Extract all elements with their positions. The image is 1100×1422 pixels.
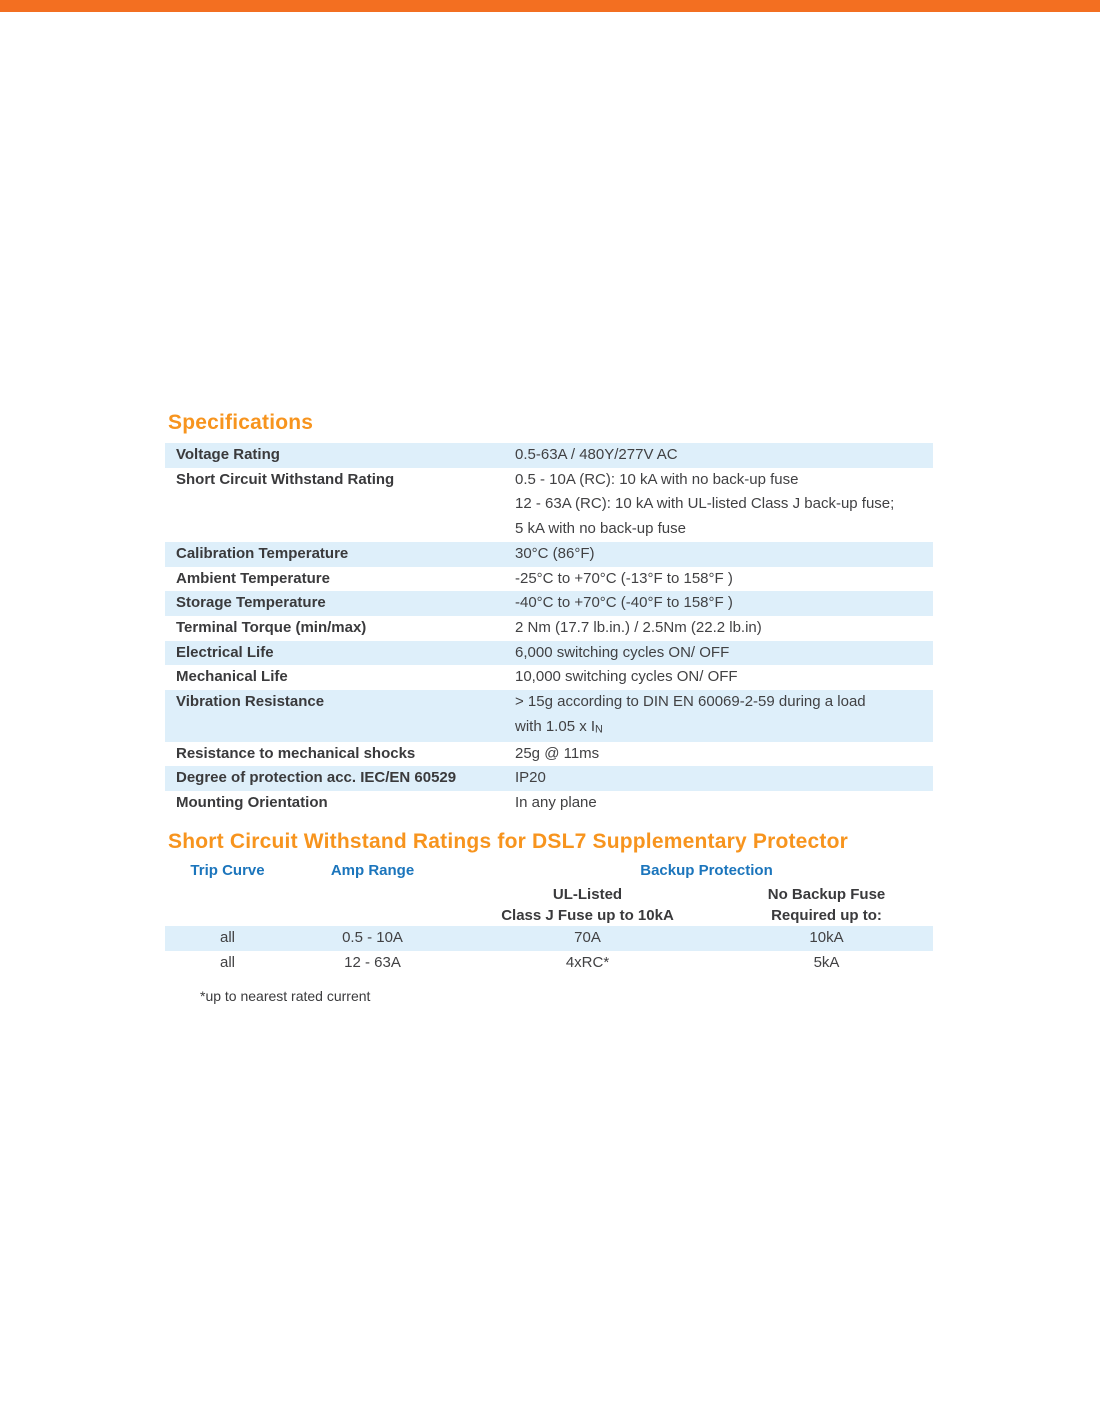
subheader-ul-listed-line1: UL-Listed — [552, 886, 623, 903]
spec-row-value — [515, 542, 933, 567]
spec-row-value — [515, 641, 933, 666]
subheader-ul-listed-line2: Class J Fuse up to 10kA — [501, 907, 674, 924]
spec-row-value — [515, 591, 933, 616]
subheader-no-backup-line2: Required up to: — [771, 907, 882, 924]
spec-row-value — [515, 791, 933, 816]
subheader-empty-2 — [290, 884, 455, 926]
spec-value-line: 0.5 - 10A (RC): 10 kA with no back-up fuse — [515, 470, 799, 488]
spec-row-label: Electrical Life — [176, 643, 274, 661]
col-header-backup-protection: Backup Protection — [640, 862, 773, 879]
spec-row — [165, 567, 933, 592]
ratings-header-row — [165, 858, 933, 884]
spec-row-label: Degree of protection acc. IEC/EN 60529 — [176, 769, 457, 787]
spec-value-line: 30°C (86°F) — [515, 544, 595, 562]
ratings-heading: Short Circuit Withstand Ratings for DSL7 Supplementary Protector — [168, 830, 849, 853]
spec-row-label: Short Circuit Withstand Rating — [176, 470, 395, 488]
ratings-row — [165, 926, 933, 951]
spec-row-label: Mounting Orientation — [176, 794, 328, 812]
spec-row-value — [515, 665, 933, 690]
ratings-table — [165, 858, 933, 975]
spec-row — [165, 665, 933, 690]
ratings-cell-amp-range: 0.5 - 10A — [342, 929, 403, 946]
col-header-trip-curve: Trip Curve — [190, 862, 265, 879]
spec-row — [165, 468, 933, 542]
subheader-empty-1 — [165, 884, 290, 926]
spec-row-label: Storage Temperature — [176, 594, 326, 612]
spec-value-line: 0.5-63A / 480Y/277V AC — [515, 446, 678, 463]
spec-row-label: Voltage Rating — [176, 446, 280, 463]
spec-value-line: IP20 — [515, 769, 546, 787]
spec-row-label: Ambient Temperature — [176, 569, 330, 587]
spec-row — [165, 742, 933, 767]
ratings-row — [165, 951, 933, 976]
spec-row-value — [515, 766, 933, 791]
col-header-amp-range: Amp Range — [330, 862, 415, 879]
spec-row — [165, 443, 933, 468]
spec-row-value — [515, 690, 933, 742]
spec-value-line: 2 Nm (17.7 lb.in.) / 2.5Nm (22.2 lb.in) — [515, 618, 762, 636]
spec-value-line: 12 - 63A (RC): 10 kA with UL-listed Class J back-up fuse; — [515, 495, 895, 513]
spec-value-line: > 15g according to DIN EN 60069-2-59 during a load — [515, 693, 866, 711]
spec-row-value — [515, 742, 933, 767]
ratings-body — [165, 926, 933, 975]
spec-row — [165, 616, 933, 641]
spec-row — [165, 791, 933, 816]
subscript: N — [595, 723, 603, 736]
spec-value-line: with 1.05 x IN — [515, 717, 603, 736]
spec-value-line: -25°C to +70°C (-13°F to 158°F ) — [515, 569, 733, 587]
spec-row-label: Vibration Resistance — [176, 693, 325, 711]
spec-value-line: -40°C to +70°C (-40°F to 158°F ) — [515, 594, 733, 612]
spec-row — [165, 690, 933, 742]
ratings-cell-ul-listed: 4xRC* — [565, 953, 610, 971]
specifications-table — [165, 443, 933, 816]
ratings-cell-amp-range: 12 - 63A — [344, 953, 401, 971]
spec-row-label: Resistance to mechanical shocks — [176, 744, 416, 762]
spec-row — [165, 542, 933, 567]
ratings-cell-no-backup: 10kA — [809, 929, 844, 946]
footnote: *up to nearest rated current — [200, 988, 371, 1004]
ratings-cell-no-backup: 5kA — [813, 953, 840, 971]
spec-row-label: Mechanical Life — [176, 668, 288, 686]
spec-value-line: 5 kA with no back-up fuse — [515, 520, 686, 538]
spec-row-value — [515, 443, 933, 468]
specifications-heading: Specifications — [168, 411, 314, 434]
ratings-cell-trip-curve: all — [219, 929, 235, 946]
spec-value-line: In any plane — [515, 794, 597, 812]
spec-row — [165, 641, 933, 666]
spec-row-value — [515, 567, 933, 592]
spec-row-label: Terminal Torque (min/max) — [176, 618, 367, 636]
ratings-subheader-row — [165, 884, 933, 926]
top-accent-bar — [0, 0, 1100, 12]
subheader-no-backup — [720, 884, 933, 926]
ratings-cell-ul-listed: 70A — [574, 929, 601, 946]
spec-value-line: 10,000 switching cycles ON/ OFF — [515, 668, 738, 686]
spec-row — [165, 591, 933, 616]
spec-row-value — [515, 468, 933, 542]
spec-row — [165, 766, 933, 791]
spec-row-label: Calibration Temperature — [176, 544, 349, 562]
ratings-cell-trip-curve: all — [219, 953, 235, 971]
spec-value-line: 6,000 switching cycles ON/ OFF — [515, 643, 730, 661]
spec-value-line: 25g @ 11ms — [515, 744, 600, 762]
spec-row-value — [515, 616, 933, 641]
subheader-no-backup-line1: No Backup Fuse — [767, 886, 886, 903]
subheader-ul-listed — [455, 884, 720, 926]
